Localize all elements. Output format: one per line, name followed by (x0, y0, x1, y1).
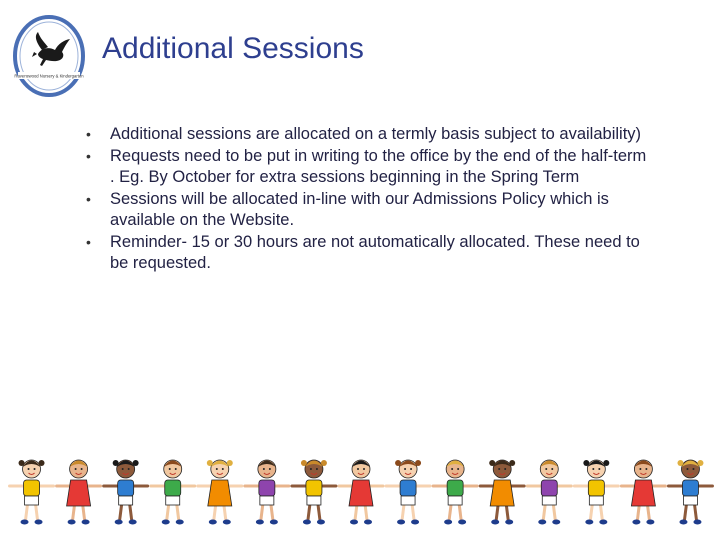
bullet-icon: • (86, 147, 91, 164)
child-figure-icon (10, 460, 54, 525)
school-logo (12, 14, 86, 98)
children-border-icon (0, 452, 720, 532)
child-figure-icon (386, 460, 430, 525)
child-figure-icon (480, 460, 524, 525)
bullet-icon: • (86, 190, 91, 207)
child-figure-icon (104, 460, 148, 525)
bullet-icon: • (86, 233, 91, 250)
child-figure-icon (245, 460, 289, 525)
list-item (82, 146, 652, 189)
bullet-text: Requests need to be put in writing to the office by the end of the half-term . Eg. By October for extra sessions beginning in the Spring Term (110, 146, 647, 186)
list-item (82, 124, 652, 146)
page-title: Additional Sessions (102, 32, 364, 65)
child-figure-icon (433, 460, 477, 525)
child-figure-icon (668, 460, 712, 525)
bullet-icon: • (86, 126, 91, 142)
bullet-text: Additional sessions are allocated on a termly basis subject to availability) (110, 125, 642, 143)
child-figure-icon (292, 460, 336, 525)
child-figure-icon (527, 460, 571, 525)
logo-text: Ravenswood Nursery & Kindergarten (14, 73, 84, 79)
bullet-list (82, 124, 652, 275)
list-item (82, 232, 652, 275)
child-figure-icon (574, 460, 618, 525)
child-figure-icon (57, 460, 101, 525)
child-figure-icon (198, 460, 242, 525)
child-figure-icon (339, 460, 383, 525)
list-item (82, 189, 652, 232)
bullet-text: Sessions will be allocated in-line with our Admissions Policy which is available on the Website. (110, 189, 609, 229)
child-figure-icon (621, 460, 665, 525)
child-figure-icon (151, 460, 195, 525)
bullet-text: Reminder- 15 or 30 hours are not automatically allocated. These need to be requested. (110, 232, 640, 272)
